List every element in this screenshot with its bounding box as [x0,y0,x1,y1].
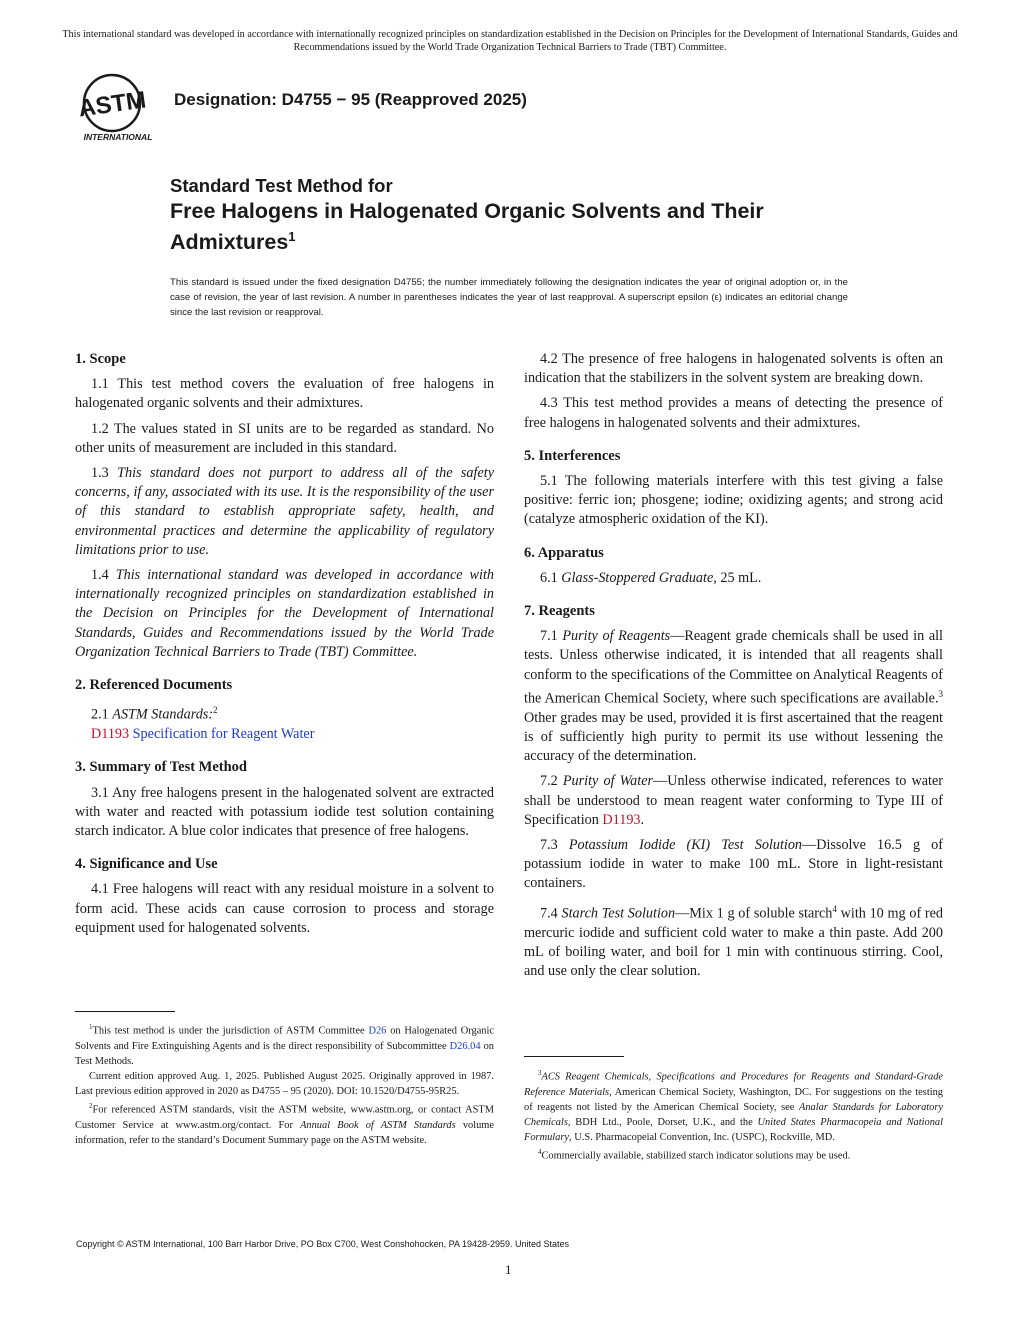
para-6-1-italic: Glass-Stoppered Graduate, [561,569,717,586]
footnote-rule-left [75,1011,175,1012]
d1193-link[interactable]: D1193 [602,811,641,828]
section-1-heading: 1. Scope [75,351,126,367]
section-4-heading: 4. Significance and Use [75,856,218,873]
para-7-2-text: —Unless otherwise indicated, references to water shall be understood to mean reagent water conforming to Type III of Specification [524,773,944,828]
para-7-3 [524,836,943,894]
section-6-heading: 6. Apparatus [524,544,604,561]
copyright: Copyright © ASTM International, 100 Barr Harbor Drive, PO Box C700, West Conshohocken, PA 19428-2959. United States [76,1239,570,1249]
footnote-3-mark[interactable]: 3 [938,688,943,699]
title-footnote-mark[interactable]: 1 [288,229,296,244]
referenced-document-d1193 [91,725,494,744]
footnote-2-mark[interactable]: 2 [213,705,218,716]
para-1-3-text: This standard does not purport to address all of the safety concerns, if any, associated with its use. It is the responsibility of the user of this standard to establish appropriate safety, health, and environmental practices and determine the applicability of regulatory limitations prior to use. [75,465,494,558]
footnote-1 [75,1020,494,1069]
right-column [524,350,943,987]
astm-logo [72,70,164,144]
committee-d26-link[interactable]: D26 [368,1025,387,1037]
footnote-1-edition: Current edition approved Aug. 1, 2025. Published August 2025. Originally approved in 1987. Last previous edition approved in 2020 as D4755 – 95 (2020). DOI: 10.1520/D4755-95R25. [75,1071,494,1098]
para-4-2: 4.2 The presence of free halogens in halogenated solvents is often an indication that the stabilizers in the solvent system are breaking down. [524,351,943,387]
ref-code-link[interactable]: D1193 [91,726,130,743]
para-6-1-num: 6.1 [540,569,558,586]
standard-notice: This international standard was developed in accordance with internationally recognized principles on standardization established in the Decision on Principles for the Development of International Standards, Guides and Recommendations issued by the World Trade Organization Technical Barriers to Trade (TBT) Committee. [62,29,958,53]
designation: Designation: D4755 − 95 (Reapproved 2025) [174,90,527,109]
footnote-3-text-b: , BDH Ltd., Poole, Dorset, U.K., and the [567,1117,758,1129]
title-line-3 [170,224,764,255]
footnote-1-text-b: on Halogenated Organic Solvents and Fire Extinguishing Agents and is the direct responsibility of Subcommittee [75,1025,494,1052]
title-line-1: Standard Test Method for [170,175,393,196]
para-7-4 [524,900,943,982]
para-4-1: 4.1 Free halogens will react with any residual moisture in a solvent to form acid. These acids can cause corrosion to process and storage equipment used for halogenated solvents. [75,881,494,936]
para-1-4-text: This international standard was developed in accordance with internationally recognized principles on standardization established in the Decision on Principles for the Development of International Standards, Guides and Recommendations issued by the World Trade Organization Technical Barriers to Trade (TBT) Committee. [75,567,494,660]
para-5-1: 5.1 The following materials interfere with this test giving a false positive: ferric ion; phosgene; iodine; oxidizing agents; and strong acid (catalyze atmospheric oxidation of the KI). [524,473,943,528]
title-line-3-text: Admixtures [170,230,289,255]
footnote-2-text-a: For referenced ASTM standards, visit the ASTM website, www.astm.org, or contact ASTM Customer Service at www.astm.org/contact. For [75,1104,494,1132]
para-7-3-italic: Potassium Iodide (KI) Test Solution [568,837,803,853]
footnote-1-text-a: This test method is under the jurisdiction of ASTM Committee [92,1025,369,1037]
para-7-4-text-b: with 10 mg of red mercuric iodide and sufficient cold water to make a thin paste. Add 200 mL of boiling water, and boil for 1 min with continuous stirring. Cool, and use only the clear solution. [524,905,944,979]
para-7-4-num: 7.4 [540,905,558,922]
para-7-4-italic: Starch Test Solution [561,905,676,922]
para-6-1 [524,569,943,588]
footnote-3-italic-3: United States Pharmacopeia and National Formulary [524,1117,943,1144]
footnote-4 [524,1145,943,1164]
footnote-2-label: 2 [89,1102,93,1111]
astm-logo-subtext: INTERNATIONAL [83,132,153,142]
footnote-2-text-b: volume information, refer to the standard’s Document Summary page on the ASTM website. [75,1120,494,1147]
section-2-heading: 2. Referenced Documents [75,677,233,694]
para-7-3-text: —Dissolve 16.5 g of potassium iodide in water to make 100 mL. Store in light-resistant containers. [524,837,943,892]
astm-logo-text: ASTM [76,86,148,123]
para-7-3-num: 7.3 [540,837,558,853]
para-1-1: 1.1 This test method covers the evaluation of free halogens in halogenated organic solvents and their admixtures. [75,376,494,412]
footnote-1-mark: 1 [89,1023,93,1031]
para-7-1-num: 7.1 [540,628,558,645]
section-3-heading: 3. Summary of Test Method [75,759,247,776]
para-7-1-text-b: Other grades may be used, provided it is first ascertained that the reagent is of sufficiently high purity to permit its use without lessening the accuracy of the determination. [524,709,943,765]
para-4-3: 4.3 This test method provides a means of detecting the presence of free halogens in halogenated solvents and their admixtures. [524,395,943,431]
footnotes-left [75,1020,494,1149]
footnote-4-mark[interactable]: 4 [832,903,837,914]
para-7-1-text-a: —Reagent grade chemicals shall be used in all tests. Unless otherwise indicated, it is intended that all reagents shall conform to the specifications of the Committee on Analytical Reagents of the American Chemical Society, where such specifications are available. [524,628,944,707]
title-block [170,174,764,255]
para-1-3-num: 1.3 [91,465,109,482]
para-7-4-text-a: —Mix 1 g of soluble starch [675,905,833,922]
para-1-4 [75,566,494,662]
para-7-1-italic: Purity of Reagents [562,628,671,645]
footnote-1-text-c: on Test Methods. [75,1040,494,1067]
title-line-2: Free Halogens in Halogenated Organic Solvents and Their [170,199,764,223]
footnote-2 [75,1099,494,1148]
section-7-heading: 7. Reagents [524,603,595,620]
footnote-rule-right [524,1056,624,1057]
footnote-3 [524,1066,943,1145]
footnote-3-italic-2: Analar Standards for Laboratory Chemicals [524,1101,943,1129]
para-1-3 [75,464,494,560]
para-7-2-num: 7.2 [540,773,558,790]
para-7-2-italic: Purity of Water [562,773,654,790]
footnote-3-label: 3 [538,1069,542,1077]
para-7-1 [524,627,943,766]
page-number: 1 [505,1262,512,1277]
para-1-2: 1.2 The values stated in SI units are to be regarded as standard. No other units of measurement are included in this standard. [75,420,494,456]
para-1-4-num: 1.4 [91,567,109,584]
footnote-3-italic-1: ACS Reagent Chemicals, Specifications and Procedures for Reagents and Standard-Grade Reference Materials [524,1071,943,1098]
para-7-2 [524,772,943,830]
footnote-4-label: 4 [538,1148,542,1157]
para-2-1 [75,701,494,725]
footnote-3-text-c: , U.S. Pharmacopeial Convention, Inc. (USPC), Rockville, MD. [569,1132,835,1144]
para-2-1-text: ASTM Standards: [112,706,214,723]
issued-note: This standard is issued under the fixed designation D4755; the number immediately following the designation indicates the year of original adoption or, in the case of revision, the year of last revision. A number in parentheses indicates the year of last reapproval. A superscript epsilon (ε) indicates an editorial change since the last revision or reapproval. [170,277,848,318]
ref-title-link[interactable]: Specification for Reagent Water [132,726,315,743]
footnotes-right [524,1066,943,1164]
footnote-2-italic: Annual Book of ASTM Standards [300,1120,456,1132]
footnote-3-text-a: , American Chemical Society, Washington, DC. For suggestions on the testing of reagents not listed by the American Chemical Society, see [524,1086,943,1113]
para-2-1-num: 2.1 [91,706,109,723]
para-3-1: 3.1 Any free halogens present in the halogenated solvent are extracted with water and reacted with potassium iodide test solution containing starch indicator. A blue color indicates that presence of free halogens. [75,784,494,839]
para-7-2-end: . [640,811,645,828]
footnote-4-text: Commercially available, stabilized starch indicator solutions may be used. [541,1150,851,1162]
section-5-heading: 5. Interferences [524,447,621,464]
subcommittee-d2604-link[interactable]: D26.04 [449,1040,481,1052]
para-6-1-rest: 25 mL. [720,569,762,586]
left-column [75,350,494,944]
